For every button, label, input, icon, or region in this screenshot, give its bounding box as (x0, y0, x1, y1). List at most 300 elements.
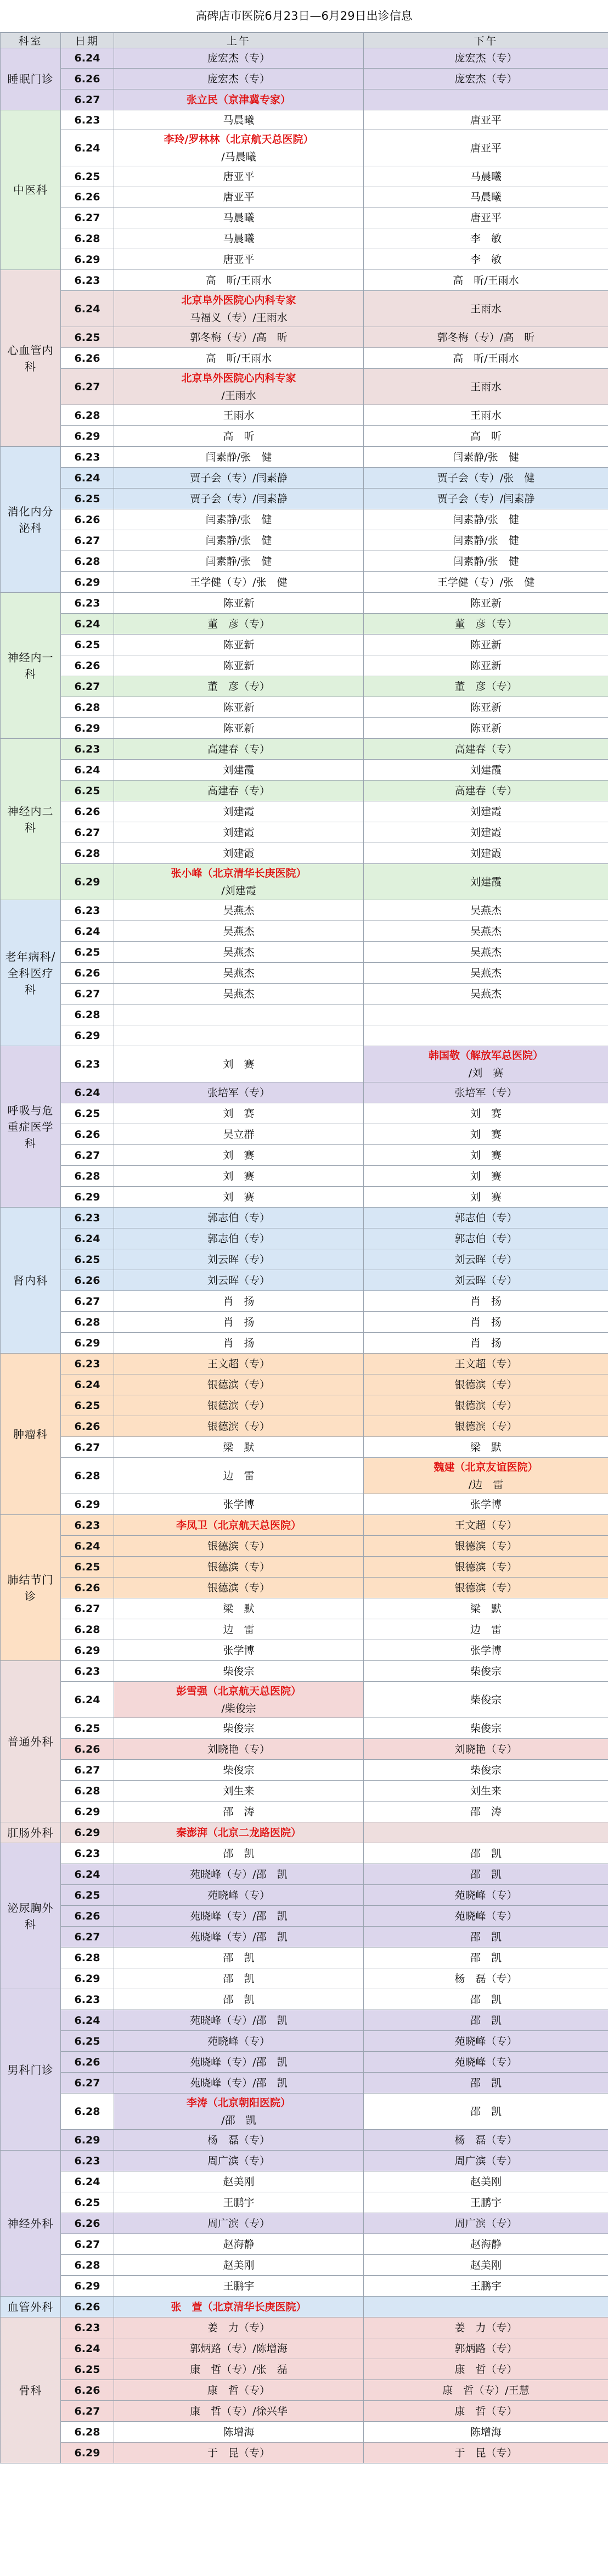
afternoon-cell: 陈亚新 (364, 697, 608, 718)
afternoon-cell: 苑晓峰（专） (364, 1885, 608, 1906)
afternoon-cell: 康 哲（专） (364, 2359, 608, 2380)
afternoon-cell: 杨 磊（专） (364, 2130, 608, 2151)
table-row (1, 1082, 608, 1103)
table-row (1, 291, 608, 327)
date-cell: 6.23 (61, 2151, 114, 2171)
afternoon-cell: 董 彦（专） (364, 614, 608, 635)
table-row (1, 2073, 608, 2094)
afternoon-cell: 邵 凯 (364, 2094, 608, 2130)
table-row (1, 1843, 608, 1864)
table-row (1, 2094, 608, 2130)
afternoon-cell: 闫素静/张 健 (364, 530, 608, 551)
table-row (1, 187, 608, 207)
date-cell: 6.27 (61, 369, 114, 405)
table-row (1, 697, 608, 718)
visiting-expert-label: 李涛（北京朝阳医院） (186, 2096, 291, 2109)
table-row (1, 1291, 608, 1312)
table-row (1, 1416, 608, 1437)
morning-cell: 吴燕杰 (114, 921, 364, 942)
afternoon-cell: 贾子会（专）/闫素静 (364, 489, 608, 509)
morning-cell: 陈亚新 (114, 697, 364, 718)
department-name: 神经内二科 (1, 739, 61, 900)
morning-cell: 康 哲（专）/徐兴华 (114, 2401, 364, 2422)
date-cell: 6.29 (61, 1025, 114, 1046)
date-cell: 6.27 (61, 984, 114, 1004)
header-dept: 科室 (1, 33, 61, 48)
date-cell: 6.29 (61, 1187, 114, 1208)
date-cell: 6.28 (61, 551, 114, 572)
morning-cell: 陈亚新 (114, 655, 364, 676)
date-cell: 6.25 (61, 2031, 114, 2052)
date-cell: 6.24 (61, 468, 114, 489)
doctor-name: /邵 凯 (221, 2114, 256, 2126)
date-cell: 6.27 (61, 2401, 114, 2422)
date-cell: 6.26 (61, 2213, 114, 2234)
table-row (1, 2359, 608, 2380)
afternoon-cell: 银德滨（专） (364, 1536, 608, 1557)
date-cell: 6.25 (61, 1395, 114, 1416)
table-row (1, 1760, 608, 1781)
date-cell: 6.25 (61, 489, 114, 509)
table-row (1, 1989, 608, 2010)
afternoon-cell: 高建春（专） (364, 781, 608, 801)
date-cell: 6.26 (61, 1739, 114, 1760)
visiting-expert-label: 韩国敬（解放军总医院） (428, 1049, 543, 1062)
date-cell: 6.24 (61, 130, 114, 166)
morning-cell: 张立民（京津冀专家） (114, 89, 364, 110)
morning-cell: 庞宏杰（专） (114, 48, 364, 69)
date-cell: 6.28 (61, 1312, 114, 1333)
morning-cell: 闫素静/张 健 (114, 530, 364, 551)
date-cell: 6.23 (61, 1046, 114, 1082)
table-row (1, 1781, 608, 1801)
date-cell: 6.27 (61, 1927, 114, 1948)
morning-cell: 高建春（专） (114, 781, 364, 801)
table-row (1, 781, 608, 801)
date-cell: 6.23 (61, 1354, 114, 1374)
afternoon-cell: 王鹏宇 (364, 2276, 608, 2297)
morning-cell: 唐亚平 (114, 187, 364, 207)
date-cell: 6.25 (61, 166, 114, 187)
morning-cell (114, 864, 364, 900)
date-cell: 6.26 (61, 1578, 114, 1598)
afternoon-cell: 刘建霞 (364, 801, 608, 822)
afternoon-cell: 唐亚平 (364, 130, 608, 166)
morning-cell: 苑晓峰（专）/邵 凯 (114, 1927, 364, 1948)
date-cell: 6.26 (61, 801, 114, 822)
afternoon-cell: 闫素静/张 健 (364, 509, 608, 530)
table-row (1, 1103, 608, 1124)
afternoon-cell: 郭炳路（专） (364, 2338, 608, 2359)
afternoon-cell: 银德滨（专） (364, 1578, 608, 1598)
afternoon-cell: 刘云晖（专） (364, 1249, 608, 1270)
table-row (1, 468, 608, 489)
doctor-name: 马福义（专）/王雨水 (190, 311, 288, 324)
afternoon-cell: 王鹏宇 (364, 2192, 608, 2213)
date-cell: 6.23 (61, 2317, 114, 2338)
date-cell: 6.23 (61, 270, 114, 291)
date-cell: 6.28 (61, 1781, 114, 1801)
date-cell: 6.28 (61, 1004, 114, 1025)
table-row (1, 2338, 608, 2359)
afternoon-cell: 陈亚新 (364, 593, 608, 614)
morning-cell: 王鹏宇 (114, 2276, 364, 2297)
table-row (1, 1494, 608, 1515)
date-cell: 6.28 (61, 1948, 114, 1968)
date-cell: 6.27 (61, 1760, 114, 1781)
table-row (1, 843, 608, 864)
table-row (1, 1578, 608, 1598)
afternoon-cell: 董 彦（专） (364, 676, 608, 697)
table-row (1, 739, 608, 760)
table-row (1, 1906, 608, 1927)
afternoon-cell: 陈亚新 (364, 635, 608, 655)
table-row (1, 1458, 608, 1494)
afternoon-cell: 邵 涛 (364, 1801, 608, 1822)
morning-cell: 银德滨（专） (114, 1395, 364, 1416)
morning-cell: 肖 扬 (114, 1333, 364, 1354)
date-cell: 6.27 (61, 207, 114, 228)
afternoon-cell: 刘 赛 (364, 1166, 608, 1187)
morning-cell: 柴俊宗 (114, 1661, 364, 1682)
afternoon-cell: 刘云晖（专） (364, 1270, 608, 1291)
afternoon-cell: 王雨水 (364, 291, 608, 327)
table-row (1, 921, 608, 942)
date-cell: 6.29 (61, 718, 114, 739)
table-row (1, 2234, 608, 2255)
doctor-name: /刘 赛 (468, 1067, 504, 1079)
table-row (1, 426, 608, 447)
afternoon-cell: 邵 凯 (364, 1864, 608, 1885)
table-row (1, 2317, 608, 2338)
table-row (1, 2255, 608, 2276)
table-row (1, 1557, 608, 1578)
morning-cell: 李凤卫（北京航天总医院） (114, 1515, 364, 1536)
afternoon-cell: 刘 赛 (364, 1187, 608, 1208)
morning-cell: 陈增海 (114, 2422, 364, 2443)
department-name: 老年病科/全科医疗科 (1, 900, 61, 1046)
table-row (1, 89, 608, 110)
table-row (1, 1004, 608, 1025)
date-cell: 6.27 (61, 2073, 114, 2094)
table-row (1, 1536, 608, 1557)
afternoon-cell: 郭志伯（专） (364, 1208, 608, 1228)
morning-cell: 康 哲（专） (114, 2380, 364, 2401)
date-cell: 6.25 (61, 1557, 114, 1578)
department-name: 神经内一科 (1, 593, 61, 739)
morning-cell (114, 130, 364, 166)
date-cell: 6.26 (61, 2380, 114, 2401)
department-name: 神经外科 (1, 2151, 61, 2297)
afternoon-cell: 邵 凯 (364, 1989, 608, 2010)
morning-cell: 王学健（专）/张 健 (114, 572, 364, 593)
morning-cell: 马晨曦 (114, 207, 364, 228)
date-cell: 6.26 (61, 2052, 114, 2073)
table-row (1, 551, 608, 572)
date-cell: 6.29 (61, 572, 114, 593)
table-row (1, 1208, 608, 1228)
afternoon-cell: 刘生来 (364, 1781, 608, 1801)
morning-cell: 马晨曦 (114, 228, 364, 249)
table-row (1, 1864, 608, 1885)
date-cell: 6.26 (61, 963, 114, 984)
morning-cell: 张学博 (114, 1494, 364, 1515)
table-row (1, 1437, 608, 1458)
visiting-expert-label: 北京阜外医院心内科专家 (181, 372, 296, 384)
visiting-expert-label: 魏建（北京友谊医院） (434, 1461, 538, 1473)
afternoon-cell: 陈亚新 (364, 718, 608, 739)
afternoon-cell: 刘 赛 (364, 1103, 608, 1124)
afternoon-cell: 柴俊宗 (364, 1718, 608, 1739)
date-cell: 6.29 (61, 1333, 114, 1354)
table-row (1, 822, 608, 843)
morning-cell: 刘 赛 (114, 1103, 364, 1124)
table-row (1, 270, 608, 291)
morning-cell: 唐亚平 (114, 249, 364, 270)
date-cell: 6.26 (61, 2297, 114, 2317)
morning-cell: 闫素静/张 健 (114, 551, 364, 572)
morning-cell (114, 2094, 364, 2130)
department-name: 血管外科 (1, 2297, 61, 2317)
date-cell: 6.27 (61, 676, 114, 697)
afternoon-cell: 肖 扬 (364, 1291, 608, 1312)
table-row (1, 900, 608, 921)
department-name: 肺结节门诊 (1, 1515, 61, 1661)
afternoon-cell: 唐亚平 (364, 110, 608, 130)
table-row (1, 2052, 608, 2073)
date-cell: 6.24 (61, 1374, 114, 1395)
table-row (1, 69, 608, 89)
morning-cell: 赵美刚 (114, 2255, 364, 2276)
date-cell: 6.25 (61, 1885, 114, 1906)
table-row (1, 489, 608, 509)
table-row (1, 1124, 608, 1145)
morning-cell: 于 昆（专） (114, 2443, 364, 2463)
table-row (1, 110, 608, 130)
table-row (1, 249, 608, 270)
date-cell: 6.27 (61, 1145, 114, 1166)
visiting-expert-label: 彭雪强（北京航天总医院） (176, 1685, 301, 1697)
table-row (1, 1187, 608, 1208)
morning-cell: 苑晓峰（专）/邵 凯 (114, 2073, 364, 2094)
afternoon-cell: 刘 赛 (364, 1124, 608, 1145)
table-row (1, 48, 608, 69)
date-cell: 6.24 (61, 614, 114, 635)
table-row (1, 130, 608, 166)
date-cell: 6.25 (61, 942, 114, 963)
afternoon-cell: 苑晓峰（专） (364, 2052, 608, 2073)
table-row (1, 942, 608, 963)
afternoon-cell: 高 昕/王雨水 (364, 270, 608, 291)
table-row (1, 1885, 608, 1906)
morning-cell: 吴燕杰 (114, 942, 364, 963)
morning-cell: 郭冬梅（专）/高 昕 (114, 327, 364, 348)
morning-cell: 柴俊宗 (114, 1760, 364, 1781)
morning-cell: 康 哲（专）/张 磊 (114, 2359, 364, 2380)
morning-cell: 邵 凯 (114, 1843, 364, 1864)
table-row (1, 2422, 608, 2443)
table-row (1, 369, 608, 405)
date-cell: 6.24 (61, 2171, 114, 2192)
morning-cell: 张培军（专） (114, 1082, 364, 1103)
date-cell: 6.25 (61, 2192, 114, 2213)
morning-cell: 姜 力（专） (114, 2317, 364, 2338)
date-cell: 6.29 (61, 1494, 114, 1515)
afternoon-cell: 陈亚新 (364, 655, 608, 676)
table-row (1, 1046, 608, 1082)
header-row (1, 33, 608, 48)
afternoon-cell: 李 敏 (364, 249, 608, 270)
morning-cell: 刘 赛 (114, 1187, 364, 1208)
department-name: 肾内科 (1, 1208, 61, 1354)
morning-cell: 庞宏杰（专） (114, 69, 364, 89)
table-row (1, 1025, 608, 1046)
morning-cell: 董 彦（专） (114, 614, 364, 635)
date-cell: 6.23 (61, 900, 114, 921)
afternoon-cell: 银德滨（专） (364, 1416, 608, 1437)
afternoon-cell: 吴燕杰 (364, 963, 608, 984)
afternoon-cell: 银德滨（专） (364, 1557, 608, 1578)
morning-cell: 刘建霞 (114, 843, 364, 864)
date-cell: 6.26 (61, 655, 114, 676)
date-cell: 6.29 (61, 1968, 114, 1989)
afternoon-cell: 王雨水 (364, 369, 608, 405)
doctor-name: /柴俊宗 (221, 1702, 256, 1715)
morning-cell: 王文超（专） (114, 1354, 364, 1374)
date-cell: 6.28 (61, 1619, 114, 1640)
date-cell: 6.24 (61, 2338, 114, 2359)
date-cell: 6.27 (61, 1291, 114, 1312)
morning-cell: 周广滨（专） (114, 2151, 364, 2171)
afternoon-cell: 张学博 (364, 1640, 608, 1661)
afternoon-cell: 郭冬梅（专）/高 昕 (364, 327, 608, 348)
header-am: 上午 (114, 33, 364, 48)
morning-cell: 苑晓峰（专）/邵 凯 (114, 1906, 364, 1927)
afternoon-cell: 刘晓艳（专） (364, 1739, 608, 1760)
table-row (1, 1374, 608, 1395)
afternoon-cell (364, 1025, 608, 1046)
morning-cell: 吴燕杰 (114, 900, 364, 921)
afternoon-cell: 邵 凯 (364, 1843, 608, 1864)
morning-cell: 梁 默 (114, 1437, 364, 1458)
table-row (1, 166, 608, 187)
afternoon-cell: 陈增海 (364, 2422, 608, 2443)
table-row (1, 1312, 608, 1333)
morning-cell: 周广滨（专） (114, 2213, 364, 2234)
afternoon-cell: 高 昕 (364, 426, 608, 447)
table-row (1, 1822, 608, 1843)
morning-cell: 刘建霞 (114, 760, 364, 781)
department-name: 消化内分泌科 (1, 447, 61, 593)
afternoon-cell: 杨 磊（专） (364, 1968, 608, 1989)
afternoon-cell: 高建春（专） (364, 739, 608, 760)
date-cell: 6.23 (61, 1661, 114, 1682)
table-row (1, 327, 608, 348)
table-row (1, 963, 608, 984)
date-cell: 6.29 (61, 1801, 114, 1822)
afternoon-cell: 邵 凯 (364, 2073, 608, 2094)
morning-cell: 赵海静 (114, 2234, 364, 2255)
date-cell: 6.26 (61, 1906, 114, 1927)
afternoon-cell: 马晨曦 (364, 166, 608, 187)
afternoon-cell: 梁 默 (364, 1598, 608, 1619)
visiting-expert-label: 张小峰（北京清华长庚医院） (171, 867, 307, 879)
morning-cell: 邵 凯 (114, 1948, 364, 1968)
afternoon-cell: 康 哲（专）/王慧 (364, 2380, 608, 2401)
table-row (1, 572, 608, 593)
afternoon-cell: 邵 凯 (364, 2010, 608, 2031)
doctor-name: /刘建霞 (221, 884, 256, 897)
date-cell: 6.26 (61, 1270, 114, 1291)
department-name: 肿瘤科 (1, 1354, 61, 1515)
table-row (1, 2010, 608, 2031)
date-cell: 6.29 (61, 249, 114, 270)
morning-cell: 陈亚新 (114, 635, 364, 655)
morning-cell: 高 昕 (114, 426, 364, 447)
morning-cell: 刘云晖（专） (114, 1270, 364, 1291)
department-name: 普通外科 (1, 1661, 61, 1822)
morning-cell: 刘晓艳（专） (114, 1739, 364, 1760)
morning-cell: 肖 扬 (114, 1291, 364, 1312)
date-cell: 6.24 (61, 760, 114, 781)
afternoon-cell: 柴俊宗 (364, 1760, 608, 1781)
table-row (1, 801, 608, 822)
date-cell: 6.27 (61, 89, 114, 110)
morning-cell: 银德滨（专） (114, 1557, 364, 1578)
morning-cell: 吴燕杰 (114, 984, 364, 1004)
department-name: 中医科 (1, 110, 61, 270)
table-row (1, 509, 608, 530)
department-name: 骨科 (1, 2317, 61, 2463)
table-row (1, 1249, 608, 1270)
morning-cell: 闫素静/张 健 (114, 447, 364, 468)
date-cell: 6.26 (61, 69, 114, 89)
morning-cell: 邵 凯 (114, 1989, 364, 2010)
date-cell: 6.25 (61, 635, 114, 655)
afternoon-cell: 王文超（专） (364, 1354, 608, 1374)
afternoon-cell: 刘建霞 (364, 843, 608, 864)
table-row (1, 1948, 608, 1968)
afternoon-cell (364, 89, 608, 110)
afternoon-cell: 苑晓峰（专） (364, 2031, 608, 2052)
morning-cell: 闫素静/张 健 (114, 509, 364, 530)
afternoon-cell: 于 昆（专） (364, 2443, 608, 2463)
morning-cell (114, 1025, 364, 1046)
date-cell: 6.29 (61, 1822, 114, 1843)
table-row (1, 1395, 608, 1416)
date-cell: 6.23 (61, 1515, 114, 1536)
afternoon-cell: 闫素静/张 健 (364, 447, 608, 468)
morning-cell: 边 雷 (114, 1458, 364, 1494)
afternoon-cell (364, 1046, 608, 1082)
table-row (1, 864, 608, 900)
date-cell: 6.28 (61, 2255, 114, 2276)
table-row (1, 2130, 608, 2151)
morning-cell: 高建春（专） (114, 739, 364, 760)
morning-cell: 吴立群 (114, 1124, 364, 1145)
afternoon-cell: 张学博 (364, 1494, 608, 1515)
table-row (1, 405, 608, 426)
morning-cell: 马晨曦 (114, 110, 364, 130)
afternoon-cell: 肖 扬 (364, 1333, 608, 1354)
morning-cell: 高 昕/王雨水 (114, 348, 364, 369)
table-row (1, 1145, 608, 1166)
morning-cell: 梁 默 (114, 1598, 364, 1619)
date-cell: 6.23 (61, 1989, 114, 2010)
morning-cell: 赵美刚 (114, 2171, 364, 2192)
date-cell: 6.26 (61, 1416, 114, 1437)
date-cell: 6.28 (61, 1458, 114, 1494)
